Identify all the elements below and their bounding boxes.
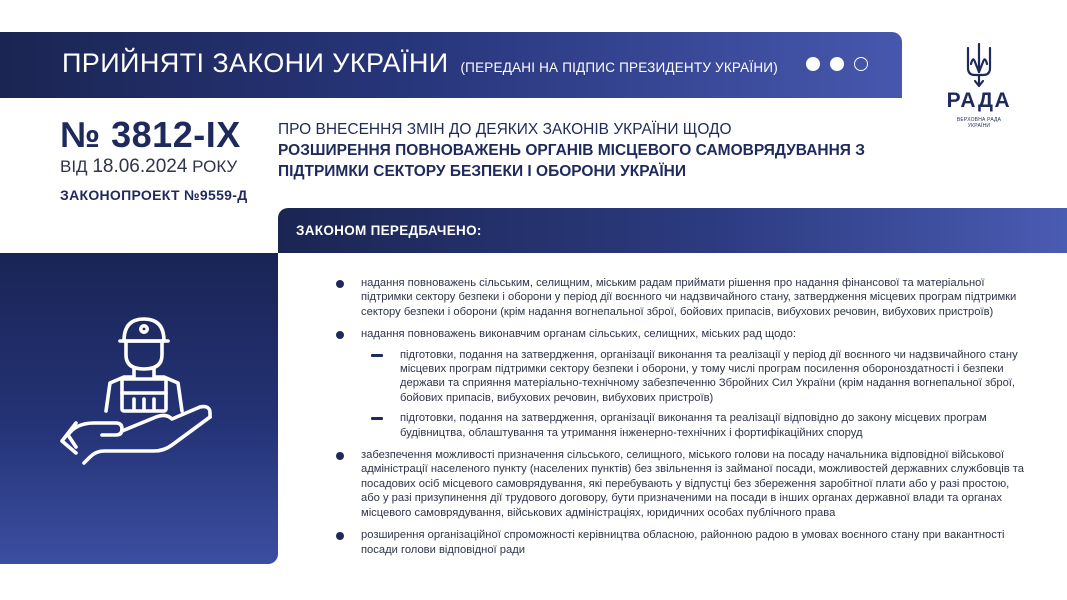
list-item bbox=[334, 276, 1024, 319]
list-item-text: розширення організаційної спроможності керівництва обласною, районною радою в умовах воєнного стану при вакантності посади голови відповідної ради bbox=[361, 529, 1005, 556]
sub-list-item-text: підготовки, подання на затвердження, організації виконання та реалізації відповідно до закону місцевих програм будівництва, облаштування та утримання інженерно-технічних і фортифікаційних споруд bbox=[400, 412, 987, 439]
bullet-icon bbox=[336, 280, 344, 288]
bullet-icon bbox=[336, 532, 344, 540]
sub-list-item bbox=[361, 348, 1024, 406]
pager-dot-1[interactable] bbox=[806, 57, 820, 71]
rada-logo bbox=[944, 42, 1014, 129]
section-label: ЗАКОНОМ ПЕРЕДБАЧЕНО: bbox=[296, 223, 482, 238]
pager-dot-2[interactable] bbox=[830, 57, 844, 71]
logo-subtitle-2: УКРАЇНИ bbox=[967, 123, 991, 129]
law-date bbox=[60, 156, 237, 178]
illustration-panel bbox=[0, 253, 278, 564]
logo-name: РАДА bbox=[946, 89, 1012, 112]
list-item bbox=[334, 327, 1024, 440]
dash-icon bbox=[371, 354, 383, 357]
law-heading-title: РОЗШИРЕННЯ ПОВНОВАЖЕНЬ ОРГАНІВ МІСЦЕВОГО САМОВРЯДУВАННЯ З ПІДТРИМКИ СЕКТОРУ БЕЗПЕКИ І ОБОРОНИ УКРАЇНИ bbox=[278, 142, 865, 180]
law-number: № 3812-IX bbox=[60, 114, 241, 155]
provisions-list bbox=[334, 276, 1024, 565]
pager-dot-3[interactable] bbox=[854, 57, 868, 71]
sub-list-item-text: підготовки, подання на затвердження, організації виконання та реалізації у період дії воєнного чи надзвичайного стану місцевих програм підтримки сектору безпеки і оборони, у тому числі програм посилення обороноздатності і безпеки держави та сприяння матеріально-технічному забезпеченню Збройних Сил України (крім надання вогнепальної зброї, бойових припасів, вибухових речовин, вибухових пристроїв) bbox=[400, 348, 1018, 404]
law-heading-intro: ПРО ВНЕСЕННЯ ЗМІН ДО ДЕЯКИХ ЗАКОНІВ УКРАЇНИ ЩОДО bbox=[278, 121, 732, 138]
logo-subtitle-1: ВЕРХОВНА РАДА bbox=[956, 117, 1002, 123]
slide-pager bbox=[806, 57, 868, 71]
trident-icon bbox=[964, 42, 994, 88]
header-banner bbox=[0, 32, 902, 98]
sub-list-item bbox=[361, 411, 1024, 440]
list-item bbox=[334, 448, 1024, 520]
page-title bbox=[62, 48, 778, 79]
law-date-value: 18.06.2024 bbox=[92, 156, 188, 177]
bill-number: ЗАКОНОПРОЕКТ №9559-Д bbox=[60, 187, 248, 203]
page-title-text: ПРИЙНЯТІ ЗАКОНИ УКРАЇНИ bbox=[62, 48, 449, 78]
list-item-text: надання повноважень виконавчим органам сільських, селищних, міських рад щодо: bbox=[361, 328, 796, 341]
law-date-suffix: РОКУ bbox=[192, 157, 238, 176]
dash-icon bbox=[371, 417, 383, 420]
law-date-prefix: ВІД bbox=[60, 157, 88, 176]
list-item-text: забезпечення можливості призначення сільського, селищного, міського голови на посаду начальника відповідної військової адміністрації населеного пункту (населених пунктів) без звільнення із займаної посади, можливостей державних службовців та посадових осіб місцевого самоврядування, які перебувають у відпустці без збереження заробітної плати або у разі простою, або у разі призупинення дії трудового договору, бути призначеними на посади в інших органах державної влади та органах місцевого самоврядування, військових адміністраціях, юридичних особах публічного права bbox=[361, 449, 1024, 519]
list-item bbox=[334, 528, 1024, 557]
section-header bbox=[278, 208, 1067, 253]
list-item-text: надання повноважень сільським, селищним, міським радам приймати рішення про надання фінансової та матеріальної підтримки сектору безпеки і оборони у період дії воєнного чи надзвичайного стану, затвердження місцевих програм підтримки сектору безпеки і оборони (крім надання вогнепальної зброї, бойових припасів, вибухових речовин, вибухових пристроїв) bbox=[361, 277, 1017, 318]
law-heading bbox=[278, 120, 938, 182]
bullet-icon bbox=[336, 452, 344, 460]
sub-list bbox=[361, 348, 1024, 440]
bullet-icon bbox=[336, 331, 344, 339]
soldier-on-hand-icon bbox=[60, 313, 220, 473]
page-subtitle: (ПЕРЕДАНІ НА ПІДПИС ПРЕЗИДЕНТУ УКРАЇНИ) bbox=[460, 60, 778, 75]
